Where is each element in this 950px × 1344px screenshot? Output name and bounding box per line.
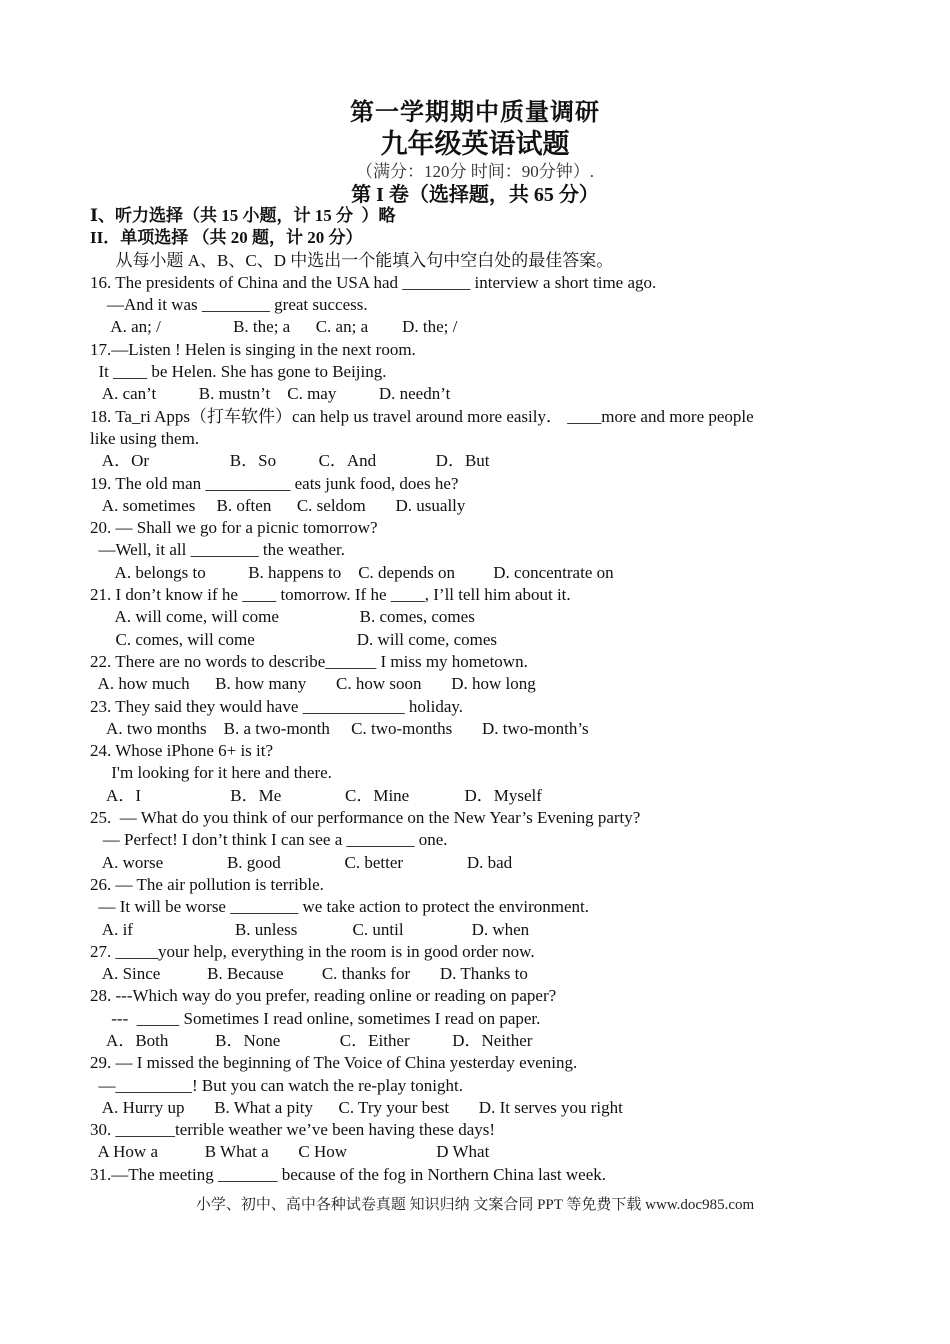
question-line: A. if B. unless C. until D. when (90, 919, 530, 939)
page-footer: 小学、初中、高中各种试卷真题 知识归纳 文案合同 PPT 等免费下载 www.doc985.com (195, 1197, 755, 1213)
exam-meta: （满分：120分 时间：90分钟）. (356, 162, 594, 181)
question-line: A．Both B．None C．Either D．Neither (90, 1030, 533, 1050)
question-line: A．I B．Me C．Mine D．Myself (90, 785, 542, 805)
question-line: A. worse B. good C. better D. bad (90, 852, 513, 872)
question-line: A. two months B. a two-month C. two-months D. two-month’s (90, 718, 589, 738)
question-line: 18. Ta_ri Apps（打车软件）can help us travel around more easily． ____more and more people (90, 406, 754, 426)
question-line: 20. — Shall we go for a picnic tomorrow? (90, 518, 378, 538)
question-line: 19. The old man __________ eats junk food, does he? (90, 473, 459, 493)
question-line: A How a B What a C How D What (90, 1142, 490, 1162)
question-line: I'm looking for it here and there. (90, 763, 332, 783)
question-line: 17.—Listen ! Helen is singing in the next room. (90, 339, 416, 359)
question-line: 27. _____your help, everything in the room is in good order now. (90, 941, 535, 961)
question-line: A. Since B. Because C. thanks for D. Thanks to (90, 964, 528, 984)
question-line: 24. Whose iPhone 6+ is it? (90, 741, 274, 761)
question-line: —_________! But you can watch the re-play tonight. (90, 1075, 463, 1095)
question-line: C. comes, will come D. will come, comes (90, 629, 497, 649)
question-line: — It will be worse ________ we take action to protect the environment. (90, 897, 590, 917)
section-heading: Ⅰ、听力选择（共 15 小题，计 15 分 ）略 (90, 206, 396, 225)
question-line: 16. The presidents of China and the USA had ________ interview a short time ago. (90, 272, 657, 292)
question-line: 28. ---Which way do you prefer, reading online or reading on paper? (90, 986, 557, 1006)
part-heading: 第 I 卷（选择题，共 65 分） (351, 184, 599, 206)
question-line: 23. They said they would have ____________ holiday. (90, 696, 464, 716)
question-line: —Well, it all ________ the weather. (90, 540, 345, 560)
question-line: —And it was ________ great success. (90, 295, 368, 315)
question-line: A. how much B. how many C. how soon D. how long (90, 674, 536, 694)
question-line: --- _____ Sometimes I read online, sometimes I read on paper. (90, 1008, 541, 1028)
exam-title: 第一学期期中质量调研 (350, 100, 600, 126)
question-line: 21. I don’t know if he ____ tomorrow. If he ____, I’ll tell him about it. (90, 585, 571, 605)
question-line: A. can’t B. mustn’t C. may D. needn’t (90, 384, 451, 404)
question-line: 30. _______terrible weather we’ve been having these days! (90, 1120, 496, 1140)
question-line: 31.—The meeting _______ because of the fog in Northern China last week. (90, 1164, 607, 1184)
question-line: A．Or B．So C．And D．But (90, 451, 490, 471)
question-line: 从每小题 A、B、C、D 中选出一个能填入句中空白处的最佳答案。 (90, 250, 614, 270)
question-line: 25. — What do you think of our performance on the New Year’s Evening party? (90, 808, 641, 828)
question-line: A. an; / B. the; a C. an; a D. the; / (90, 317, 458, 337)
question-list (90, 205, 850, 1186)
question-line: — Perfect! I don’t think I can see a ________ one. (90, 830, 448, 850)
exam-subtitle: 九年级英语试题 (380, 129, 570, 159)
question-line: A. sometimes B. often C. seldom D. usually (90, 495, 466, 515)
question-line: like using them. (90, 428, 200, 448)
question-line: A. will come, will come B. comes, comes (90, 607, 475, 627)
question-line: It ____ be Helen. She has gone to Beijing. (90, 362, 387, 382)
section-heading: II．单项选择 （共 20 题，计 20 分） (90, 228, 363, 248)
question-line: 22. There are no words to describe______ I miss my hometown. (90, 651, 528, 671)
question-line: 26. — The air pollution is terrible. (90, 874, 324, 894)
question-line: A. Hurry up B. What a pity C. Try your best D. It serves you right (90, 1097, 623, 1117)
question-line: A. belongs to B. happens to C. depends on D. concentrate on (90, 562, 614, 582)
question-line: 29. — I missed the beginning of The Voice of China yesterday evening. (90, 1053, 578, 1073)
